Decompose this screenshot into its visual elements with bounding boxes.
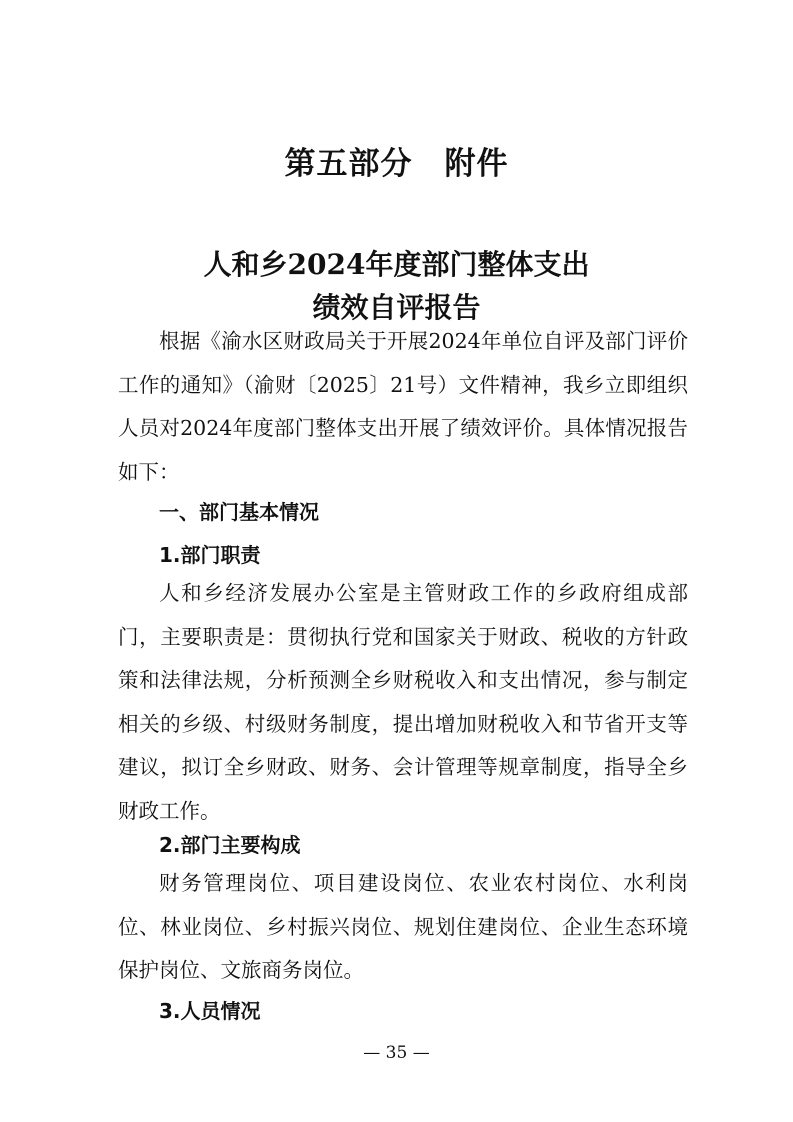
subheading-responsibilities: 1.部门职责 [159,543,261,567]
report-title-line-2: 绩效自评报告 [312,291,481,324]
subheading-personnel: 3.人员情况 [159,999,261,1023]
subheading-composition: 2.部门主要构成 [159,833,301,857]
intro-paragraph: 根据《渝水区财政局关于开展2024年单位自评及部门评价工作的通知》（渝财〔2025〕21号）文件精神，我乡立即组织人员对2024年度部门整体支出开展了绩效评价。具体情况报告如下： [118,329,688,484]
composition-paragraph: 财务管理岗位、项目建设岗位、农业农村岗位、水利岗位、林业岗位、乡村振兴岗位、规划住建岗位、企业生态环境保护岗位、文旅商务岗位。 [118,871,688,983]
section-heading-basic-info: 一、部门基本情况 [159,500,319,524]
responsibilities-paragraph: 人和乡经济发展办公室是主管财政工作的乡政府组成部门，主要职责是：贯彻执行党和国家关于财政、税收的方针政策和法律法规，分析预测全乡财税收入和支出情况，参与制定相关的乡级、村级财务制度，提出增加财税收入和节省开支等建议，拟订全乡财政、财务、会计管理等规章制度，指导全乡财政工作。 [118,581,688,823]
part-title: 第五部分 附件 [284,146,509,182]
page-number: — 35 — [363,1043,430,1063]
report-title-line-1: 人和乡2024年度部门整体支出 [203,248,590,281]
